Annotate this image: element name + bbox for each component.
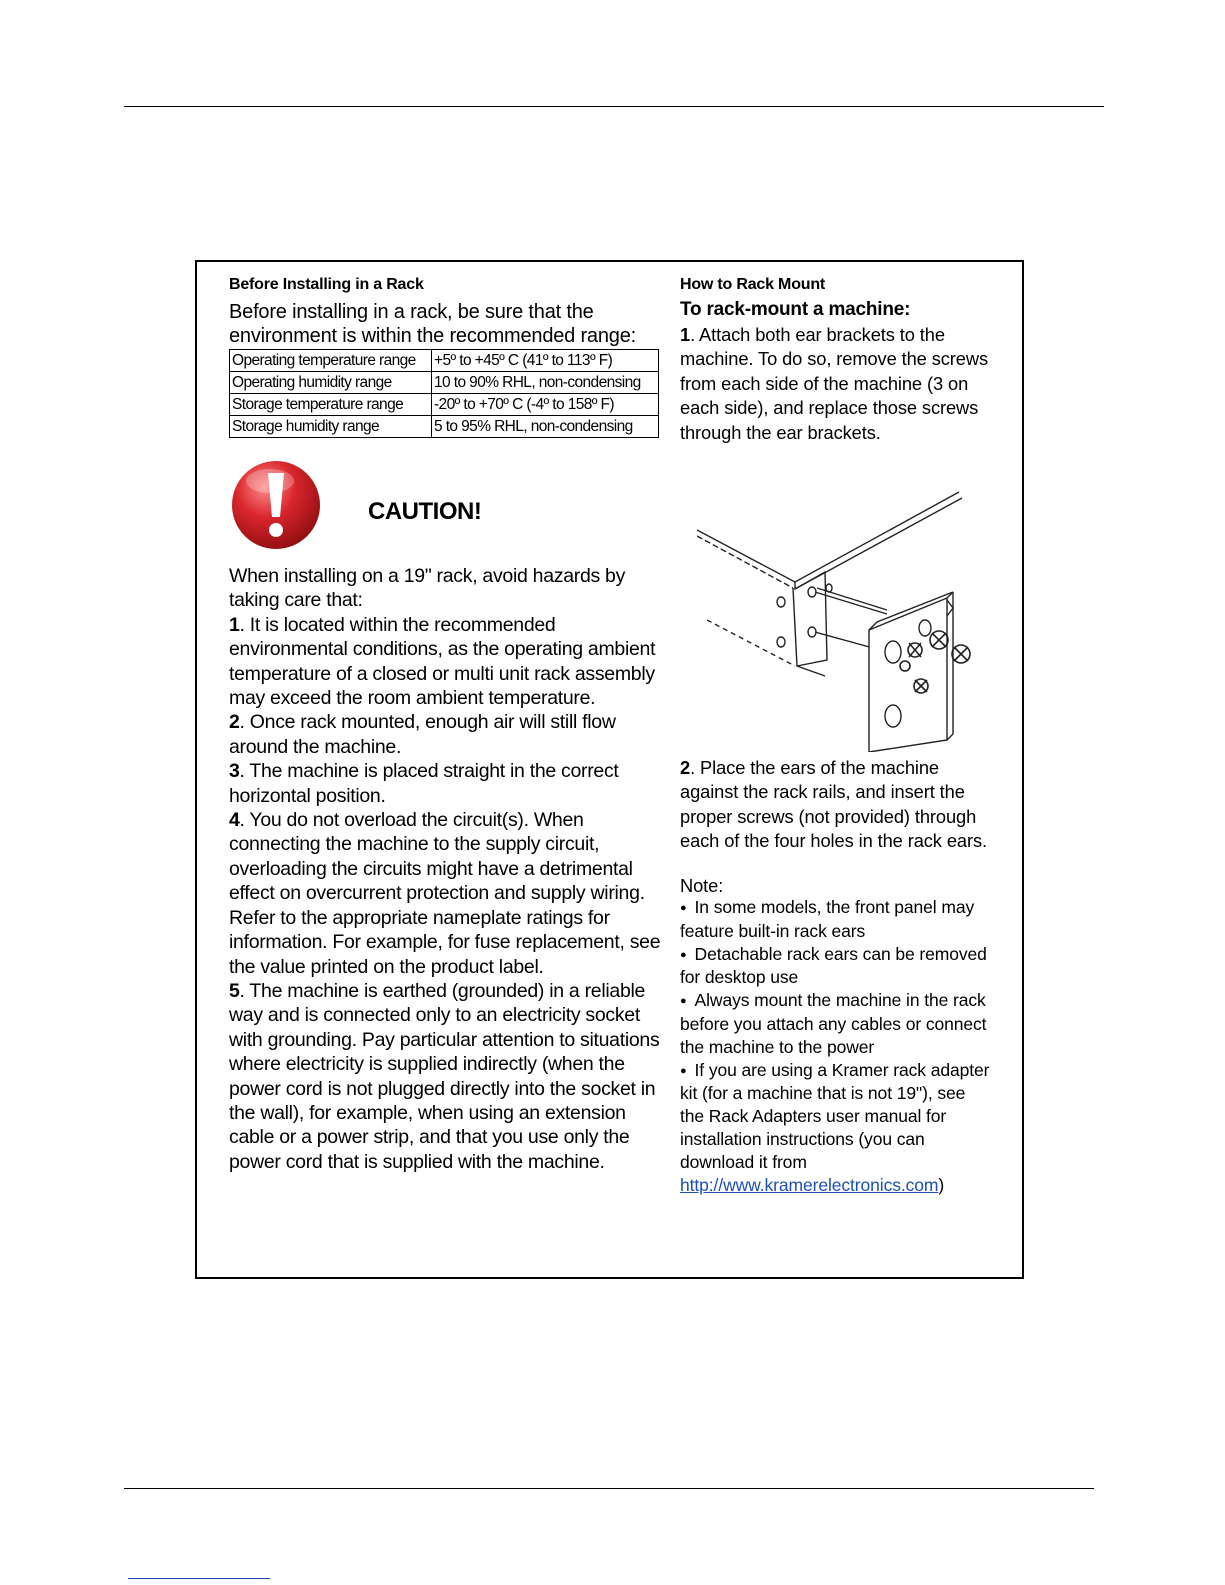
step-number: 2 [680, 757, 691, 778]
table-cell-value: +5º to +45º C (41º to 113º F) [432, 350, 659, 372]
hazard-list [229, 564, 669, 1174]
list-item: ● Always mount the machine in the rack before you attach any cables or connect the machine to the power [680, 989, 990, 1058]
step-number: 1 [680, 324, 691, 345]
list-item [680, 1059, 990, 1197]
table-row [230, 350, 659, 372]
link-close-paren: ) [938, 1174, 945, 1195]
environment-intro: Before installing in a rack, be sure that the environment is within the recommended range: [229, 301, 636, 347]
list-item: ● In some models, the front panel may feature built-in rack ears [680, 896, 990, 943]
hazard-intro: When installing on a 19" rack, avoid hazards by taking care that: [229, 565, 626, 612]
caution-exclamation-icon [230, 459, 322, 551]
environment-table [229, 349, 659, 438]
table-cell-param: Storage humidity range [230, 416, 432, 438]
before-installing-title: Before Installing in a Rack [229, 276, 424, 293]
notes-list [680, 896, 990, 1196]
table-cell-param: Storage temperature range [230, 394, 432, 416]
table-cell-value: 10 to 90% RHL, non-condensing [432, 372, 659, 394]
step-1 [680, 323, 990, 445]
table-row [230, 372, 659, 394]
rack-mount-subtitle: To rack-mount a machine: [680, 299, 911, 320]
item-text: . You do not overload the circuit(s). When connecting the machine to the supply circuit, overloading the circuits might have a detrimental effect on overcurrent protection and supply wiring. Refer to the appropriate nameplate ratings for information. For example, for fuse replacement, see the value printed on the product label. [229, 809, 661, 978]
header-rule [124, 106, 1104, 107]
rack-mount-title: How to Rack Mount [680, 276, 826, 293]
list-item: ● Detachable rack ears can be removed for desktop use [680, 943, 990, 990]
item-text: . It is located within the recommended environmental conditions, as the operating ambient temperature of a closed or multi unit rack assembly may exceed the room ambient temperature. [229, 613, 656, 710]
table-row [230, 416, 659, 438]
item-number: 4 [229, 809, 240, 832]
item-text: . The machine is placed straight in the correct horizontal position. [229, 760, 619, 807]
step-text: . Attach both ear brackets to the machine. To do so, remove the screws from each side of the machine (3 on each side), and replace those screws through the ear brackets. [680, 324, 989, 443]
table-cell-value: 5 to 95% RHL, non-condensing [432, 416, 659, 438]
rack-safety-notice [195, 260, 1024, 1279]
item-number: 1 [229, 613, 240, 636]
item-number: 2 [229, 711, 240, 734]
list-item [229, 808, 669, 979]
table-cell-value: -20º to +70º C (-4º to 158º F) [432, 394, 659, 416]
item-text: . Once rack mounted, enough air will still flow around the machine. [229, 711, 616, 758]
footer-link-underline[interactable] [128, 1578, 270, 1579]
note-label: Note: [680, 875, 724, 896]
step-2 [680, 756, 990, 854]
table-row [230, 394, 659, 416]
note-text: If you are using a Kramer rack adapter kit (for a machine that is not 19"), see the Rack Adapters user manual for installation instructions (you can download it from [680, 1059, 990, 1172]
footer-rule [124, 1488, 1094, 1489]
table-cell-param: Operating humidity range [230, 372, 432, 394]
item-number: 5 [229, 979, 240, 1002]
list-item [229, 613, 669, 711]
item-text: . The machine is earthed (grounded) in a reliable way and is connected only to an electricity socket with grounding. Pay particular attention to situations where electricity is supplied indirectly (when the power cord is not plugged directly into the socket in the wall), for example, when using an extension cable or a power strip, and that you use only the power cord that is supplied with the machine. [229, 979, 660, 1173]
list-item [229, 979, 669, 1174]
rack-mount-diagram [697, 490, 987, 752]
step-text: . Place the ears of the machine against the rack rails, and insert the proper screws (not provided) through each of the four holes in the rack ears. [680, 757, 987, 852]
caution-heading: CAUTION! [368, 498, 482, 525]
table-cell-param: Operating temperature range [230, 350, 432, 372]
item-number: 3 [229, 760, 240, 783]
list-item [229, 759, 669, 808]
list-item [229, 710, 669, 759]
kramer-website-link[interactable]: http://www.kramerelectronics.com [680, 1174, 939, 1195]
